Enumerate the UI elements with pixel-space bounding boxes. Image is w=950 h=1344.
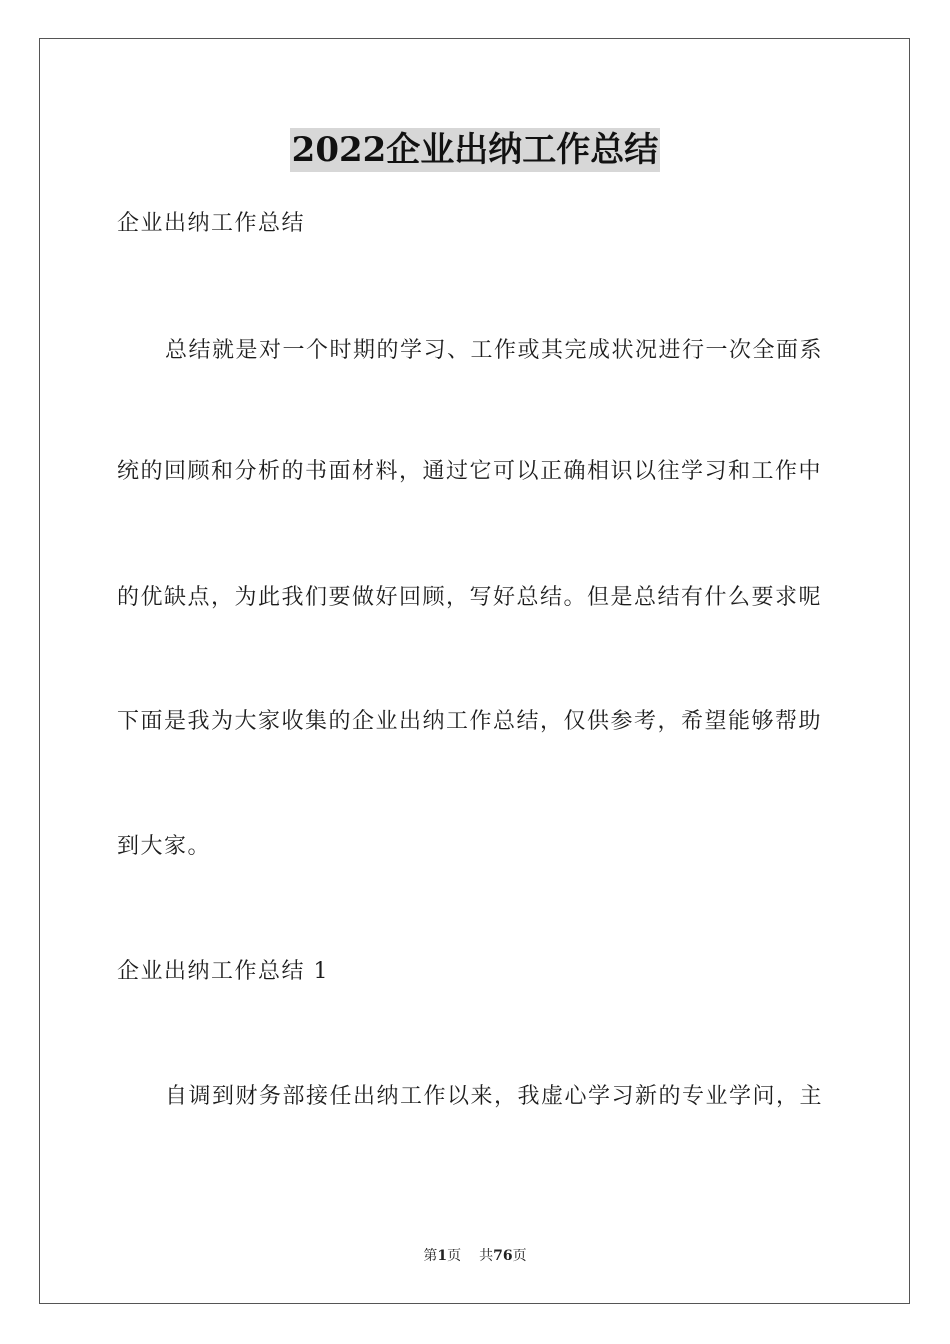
- paragraph-line: 的优缺点，为此我们要做好回顾，写好总结。但是总结有什么要求呢: [117, 585, 823, 610]
- document-title-text: 2022企业出纳工作总结: [291, 130, 659, 170]
- paragraph-line: 到大家。: [117, 834, 212, 859]
- paragraph-line: 统的回顾和分析的书面材料，通过它可以正确相识以往学习和工作中: [117, 459, 823, 484]
- footer-page-prefix: 第: [423, 1248, 438, 1264]
- paragraph-line: 下面是我为大家收集的企业出纳工作总结，仅供参考，希望能够帮助: [117, 709, 823, 734]
- paragraph-line: 总结就是对一个时期的学习、工作或其完成状况进行一次全面系: [165, 338, 824, 363]
- footer-page-suffix: 页: [447, 1248, 462, 1264]
- document-title: [0, 128, 950, 178]
- footer-total-pages: 76: [493, 1248, 513, 1264]
- paragraph-line: 自调到财务部接任出纳工作以来，我虚心学习新的专业学问，主: [165, 1084, 824, 1109]
- section-heading: 企业出纳工作总结: [117, 211, 306, 236]
- section-heading: 企业出纳工作总结 1: [117, 959, 329, 984]
- page-footer: [0, 1246, 950, 1266]
- footer-total-suffix: 页: [512, 1248, 527, 1264]
- footer-page-number: 1: [437, 1248, 448, 1264]
- footer-total-prefix: 共: [479, 1248, 494, 1264]
